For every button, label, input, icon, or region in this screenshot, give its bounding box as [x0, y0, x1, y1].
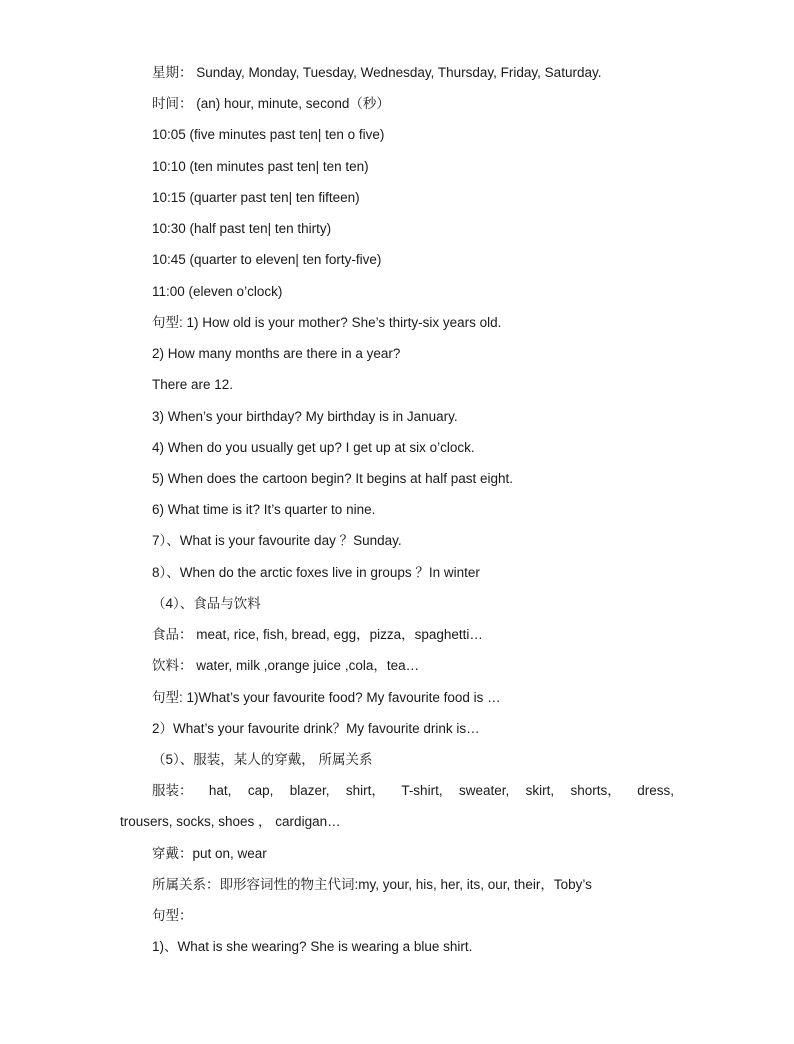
text-line-food-pattern-2: 2）What’s your favourite drink？My favourite drink is… [152, 721, 480, 736]
clothing-item: dress, [637, 783, 674, 798]
text-line-pattern-2: 2) How many months are there in a year? [152, 346, 401, 361]
clothing-item: sweater, [458, 783, 510, 798]
section-heading-food: （4）、食品与饮料 [152, 596, 261, 611]
text-line-pattern-4: 4) When do you usually get up? I get up at six o’clock. [152, 440, 475, 455]
text-line-time-1010: 10:10 (ten minutes past ten| ten ten) [152, 159, 369, 174]
clothing-item: cap, [247, 783, 274, 798]
text-line-pattern-heading: 句型： [152, 908, 193, 923]
clothing-label: 服装： [152, 783, 193, 798]
text-line-pattern-1: 句型: 1) How old is your mother? She’s thirty-six years old. [152, 315, 502, 330]
text-line-possessives: 所属关系：即形容词性的物主代词:my, your, his, her, its, our, their，Toby’s [152, 877, 592, 892]
section-heading-clothing: （5）、服装，某人的穿戴， 所属关系 [152, 752, 373, 767]
text-line-time-1030: 10:30 (half past ten| ten thirty) [152, 221, 332, 236]
text-line-time-units: 时间： (an) hour, minute, second（秒） [152, 96, 390, 111]
text-line-pattern-3: 3) When’s your birthday? My birthday is in January. [152, 409, 458, 424]
text-line-food-pattern-1: 句型: 1)What’s your favourite food? My favourite food is … [152, 690, 501, 705]
text-line-clothing-cont: trousers, socks, shoes ， cardigan… [120, 814, 341, 829]
clothing-item: T-shirt, [401, 783, 443, 798]
text-line-drinks: 饮料： water, milk ,orange juice ,cola，tea… [152, 658, 420, 673]
text-line-clothing [152, 782, 674, 800]
text-line-pattern-7: 7）、What is your favourite day ？Sunday. [152, 533, 402, 548]
text-line-pattern-6: 6) What time is it? It’s quarter to nine. [152, 502, 376, 517]
clothing-item: shirt， [345, 783, 385, 798]
clothing-item: hat, [208, 783, 232, 798]
text-line-answer-2: There are 12. [152, 377, 234, 392]
clothing-item: skirt, [525, 783, 555, 798]
text-line-time-1100: 11:00 (eleven o’clock) [152, 284, 283, 299]
text-line-pattern-8: 8）、When do the arctic foxes live in groups ？In winter [152, 565, 480, 580]
text-line-pattern-5: 5) When does the cartoon begin? It begins at half past eight. [152, 471, 513, 486]
text-line-time-1015: 10:15 (quarter past ten| ten fifteen) [152, 190, 360, 205]
text-line-wearing: 穿戴：put on, wear [152, 846, 267, 861]
clothing-item: blazer, [289, 783, 330, 798]
text-line-weekdays: 星期： Sunday, Monday, Tuesday, Wednesday, Thursday, Friday, Saturday. [152, 65, 602, 80]
text-line-time-1005: 10:05 (five minutes past ten| ten o five) [152, 127, 385, 142]
clothing-item: shorts， [570, 783, 621, 798]
text-line-time-1045: 10:45 (quarter to eleven| ten forty-five) [152, 252, 382, 267]
text-line-clothing-pattern-1: 1)、What is she wearing? She is wearing a blue shirt. [152, 939, 473, 954]
text-line-food: 食品： meat, rice, fish, bread, egg，pizza，spaghetti… [152, 627, 483, 642]
